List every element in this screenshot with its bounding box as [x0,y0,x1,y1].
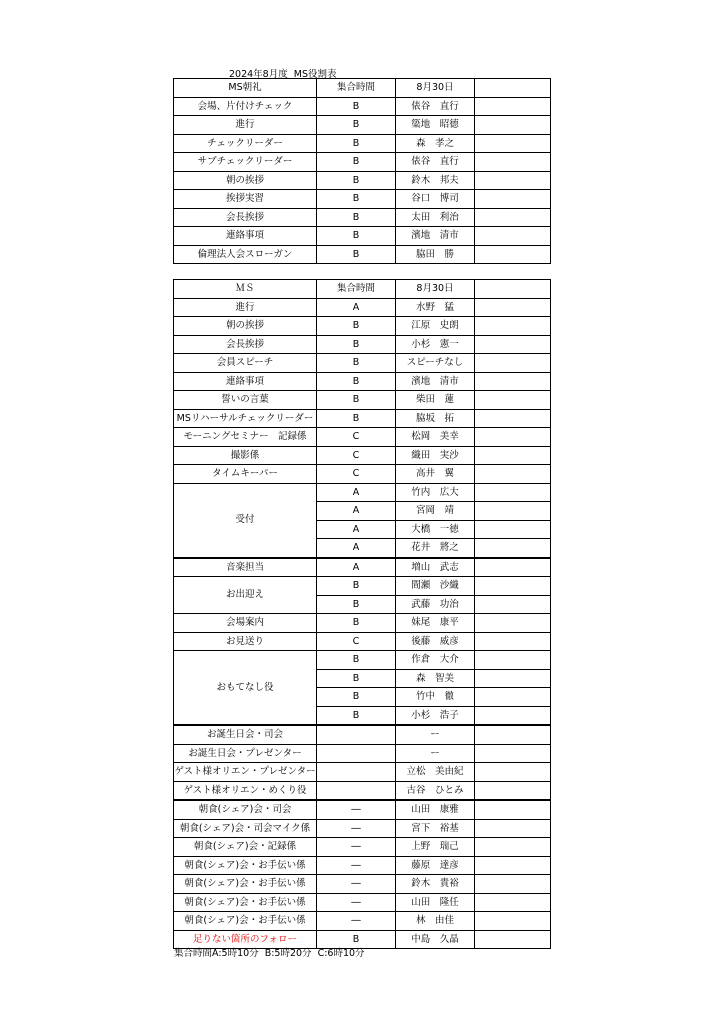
role-cell: 会員スピーチ [174,354,317,373]
name-cell: 竹中 徹 [396,688,475,707]
table-row [174,875,551,894]
table-row [174,763,551,782]
blank-cell [475,706,551,725]
table-row [174,893,551,912]
name-cell: 鈴木 貴裕 [396,875,475,894]
table-row [174,577,551,596]
name-cell: スピーチなし [396,354,475,373]
role-cell: 連絡事項 [174,372,317,391]
name-cell: 宮下 裕基 [396,819,475,838]
role-cell: MSリハーサルチェックリーダー [174,409,317,428]
role-cell: 挨拶実習 [174,190,317,209]
name-cell: 太田 利治 [396,208,475,227]
blank-cell [475,800,551,819]
time-cell: ― [317,838,396,857]
role-cell: 連絡事項 [174,227,317,246]
name-cell: 間瀬 沙織 [396,577,475,596]
role-cell: 会長挨拶 [174,335,317,354]
blank-cell [475,577,551,596]
name-cell: 増山 武志 [396,558,475,577]
role-cell: 朝食(シェア)会・お手伝い係 [174,912,317,931]
table-row [174,483,551,502]
role-cell: 会長挨拶 [174,208,317,227]
name-cell: 鈴木 邦夫 [396,171,475,190]
name-cell: 宮岡 靖 [396,502,475,521]
table-row [174,465,551,484]
table-row [174,372,551,391]
blank-cell [475,539,551,558]
name-cell: 脇坂 拓 [396,409,475,428]
name-cell: 立松 美由紀 [396,763,475,782]
time-cell [317,781,396,800]
blank-cell [475,632,551,651]
table-row [174,632,551,651]
ms-roles-table [173,279,551,949]
blank-cell [475,744,551,763]
role-cell: 倫理法人会スローガン [174,245,317,264]
name-cell: 竹内 広大 [396,483,475,502]
role-cell: お見送り [174,632,317,651]
role-cell: お誕生日会・プレゼンター [174,744,317,763]
time-cell: A [317,520,396,539]
table-row [174,781,551,800]
time-cell: B [317,409,396,428]
time-cell: B [317,97,396,116]
role-cell: チェックリーダー [174,134,317,153]
blank-cell [475,116,551,135]
time-cell [317,744,396,763]
table-row [174,134,551,153]
time-cell: B [317,595,396,614]
role-cell: 朝の挨拶 [174,317,317,336]
table-row [174,335,551,354]
time-cell: B [317,391,396,410]
time-cell [317,763,396,782]
blank-cell [475,875,551,894]
name-cell: 中島 久晶 [396,930,475,949]
table-row [174,800,551,819]
blank-cell [475,912,551,931]
header-role: ＭＳ [174,280,317,299]
role-cell: 音楽担当 [174,558,317,577]
time-cell: B [317,134,396,153]
name-cell: 作倉 大介 [396,651,475,670]
blank-cell [475,856,551,875]
blank-cell [475,97,551,116]
table-row [174,153,551,172]
time-cell: B [317,227,396,246]
name-cell: 武藤 功治 [396,595,475,614]
blank-cell [475,614,551,633]
time-cell: B [317,669,396,688]
blank-cell [475,558,551,577]
role-cell: 朝の挨拶 [174,171,317,190]
time-cell: C [317,428,396,447]
header-time: 集合時間 [317,280,396,299]
time-cell: B [317,651,396,670]
name-cell: ー [396,744,475,763]
time-cell: A [317,298,396,317]
name-cell: 上野 瑞己 [396,838,475,857]
blank-cell [475,171,551,190]
role-cell: 朝食(シェア)会・お手伝い係 [174,893,317,912]
blank-cell [475,153,551,172]
table-row [174,391,551,410]
name-cell: 松岡 美幸 [396,428,475,447]
time-cell: ― [317,800,396,819]
table-row [174,409,551,428]
blank-cell [475,763,551,782]
blank-cell [475,245,551,264]
name-cell: 山田 康雅 [396,800,475,819]
blank-cell [475,838,551,857]
blank-cell [475,688,551,707]
name-cell: 柴田 蓮 [396,391,475,410]
role-cell: 進行 [174,116,317,135]
blank-cell [475,465,551,484]
role-cell: おもてなし役 [174,651,317,726]
blank-cell [475,520,551,539]
role-cell: 朝食(シェア)会・司会マイク係 [174,819,317,838]
name-cell: 俵谷 直行 [396,153,475,172]
blank-cell [475,819,551,838]
blank-cell [475,725,551,744]
table-row [174,354,551,373]
document-title: 2024年8月度 MS役割表 [229,69,337,80]
table-row [174,227,551,246]
blank-cell [475,317,551,336]
table-row [174,171,551,190]
blank-cell [475,354,551,373]
assembly-time-note: 集合時間A:5時10分 B:5時20分 C:6時10分 [174,948,365,959]
name-cell: 森 孝之 [396,134,475,153]
time-cell: B [317,372,396,391]
name-cell: 脇田 勝 [396,245,475,264]
time-cell: ― [317,875,396,894]
table-row [174,819,551,838]
blank-cell [475,208,551,227]
header-time: 集合時間 [317,79,396,98]
role-cell: モーニングセミナー 記録係 [174,428,317,447]
table-row [174,912,551,931]
role-cell: 朝食(シェア)会・お手伝い係 [174,875,317,894]
table-row [174,725,551,744]
blank-cell [475,930,551,949]
table-row [174,558,551,577]
table-row [174,614,551,633]
blank-cell [475,391,551,410]
table-row [174,651,551,670]
time-cell [317,725,396,744]
time-cell: B [317,317,396,336]
role-cell: 会場、片付けチェック [174,97,317,116]
time-cell: B [317,354,396,373]
name-cell: 森 智美 [396,669,475,688]
role-cell: 会場案内 [174,614,317,633]
name-cell: 水野 猛 [396,298,475,317]
blank-cell [475,669,551,688]
time-cell: C [317,632,396,651]
role-cell: 進行 [174,298,317,317]
time-cell: ― [317,893,396,912]
blank-cell [475,372,551,391]
header-blank [475,79,551,98]
header-date: 8月30日 [396,79,475,98]
time-cell: B [317,614,396,633]
blank-cell [475,190,551,209]
role-cell: 撮影係 [174,446,317,465]
table-row [174,208,551,227]
name-cell: 花井 將之 [396,539,475,558]
name-cell: 俵谷 直行 [396,97,475,116]
time-cell: B [317,153,396,172]
time-cell: B [317,930,396,949]
blank-cell [475,409,551,428]
blank-cell [475,781,551,800]
time-cell: ― [317,856,396,875]
blank-cell [475,227,551,246]
role-cell: お誕生日会・司会 [174,725,317,744]
blank-cell [475,428,551,447]
role-cell: 足りない箇所のフォロー [174,930,317,949]
role-cell: サブチェックリーダー [174,153,317,172]
blank-cell [475,134,551,153]
role-cell: 朝食(シェア)会・司会 [174,800,317,819]
time-cell: B [317,706,396,725]
name-cell: 江原 史朗 [396,317,475,336]
table-row [174,245,551,264]
blank-cell [475,335,551,354]
name-cell: 濱地 清市 [396,227,475,246]
blank-cell [475,595,551,614]
time-cell: ― [317,819,396,838]
table-row [174,317,551,336]
role-cell: 誓いの言葉 [174,391,317,410]
header-blank [475,280,551,299]
name-cell: 後藤 威彦 [396,632,475,651]
name-cell: 高井 翼 [396,465,475,484]
role-cell: ゲスト様オリエン・めくり役 [174,781,317,800]
blank-cell [475,502,551,521]
header-date: 8月30日 [396,280,475,299]
blank-cell [475,483,551,502]
time-cell: B [317,688,396,707]
time-cell: B [317,577,396,596]
table-row [174,97,551,116]
time-cell: B [317,171,396,190]
time-cell: A [317,558,396,577]
name-cell: 妹尾 康平 [396,614,475,633]
name-cell: 織田 実沙 [396,446,475,465]
morning-assembly-table [173,78,551,264]
role-cell: 朝食(シェア)会・記録係 [174,838,317,857]
name-cell: 大橋 一徳 [396,520,475,539]
role-cell: タイムキーパー [174,465,317,484]
time-cell: B [317,116,396,135]
role-cell: ゲスト様オリエン・プレゼンター [174,763,317,782]
role-cell: 受付 [174,483,317,558]
time-cell: B [317,190,396,209]
table-row [174,116,551,135]
name-cell: 谷口 博司 [396,190,475,209]
header-row [174,280,551,299]
name-cell: ー [396,725,475,744]
name-cell: 林 由佳 [396,912,475,931]
name-cell: 小杉 浩子 [396,706,475,725]
blank-cell [475,446,551,465]
time-cell: ― [317,912,396,931]
table-row [174,298,551,317]
time-cell: A [317,539,396,558]
role-cell: 朝食(シェア)会・お手伝い係 [174,856,317,875]
time-cell: C [317,465,396,484]
table-row [174,856,551,875]
name-cell: 山田 隆任 [396,893,475,912]
time-cell: C [317,446,396,465]
blank-cell [475,651,551,670]
blank-cell [475,893,551,912]
table-row [174,190,551,209]
time-cell: B [317,208,396,227]
name-cell: 藤原 達彦 [396,856,475,875]
table-row [174,446,551,465]
name-cell: 簗地 昭德 [396,116,475,135]
table-row [174,838,551,857]
time-cell: B [317,245,396,264]
time-cell: A [317,502,396,521]
table-row [174,428,551,447]
name-cell: 濱地 清市 [396,372,475,391]
blank-cell [475,298,551,317]
name-cell: 古谷 ひとみ [396,781,475,800]
header-row [174,79,551,98]
time-cell: A [317,483,396,502]
time-cell: B [317,335,396,354]
role-cell: お出迎え [174,577,317,614]
name-cell: 小杉 憲一 [396,335,475,354]
table-row [174,744,551,763]
header-role: MS朝礼 [174,79,317,98]
